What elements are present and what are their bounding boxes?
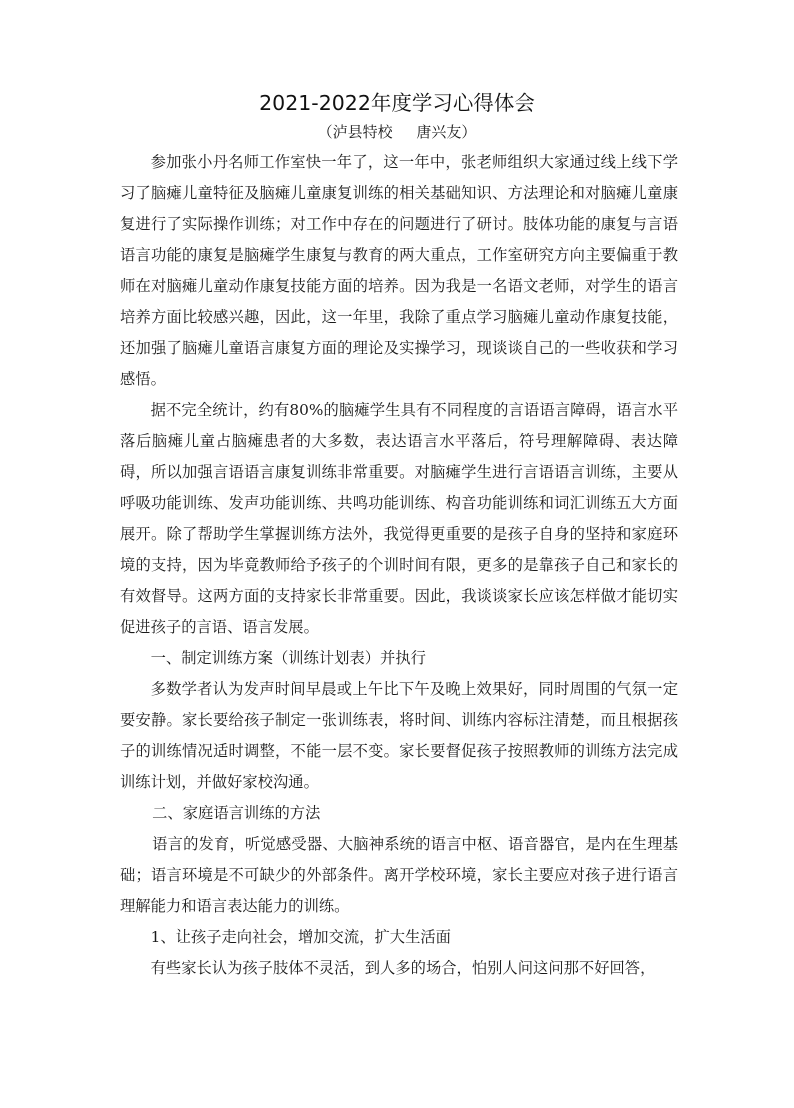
paragraph-intro: 参加张小丹名师工作室快一年了，这一年中，张老师组织大家通过线上线下学习了脑瘫儿童特征及脑瘫儿童康复训练的相关基础知识、方法理论和对脑瘫儿童康复进行了实际操作训练；对工作中存在的问题进行了研讨。肢体功能的康复与言语语言功能的康复是脑瘫学生康复与教育的两大重点，工作室研究方向主要偏重于教师在对脑瘫儿童动作康复技能方面的培养。因为我是一名语文老师，对学生的语言培养方面比较感兴趣，因此，这一年里，我除了重点学习脑瘫儿童动作康复技能，还加强了脑瘫儿童语言康复方面的理论及实操学习，现谈谈自己的一些收获和学习感悟。 xyxy=(120,153,678,388)
paragraph-society: 有些家长认为孩子肢体不灵活，到人多的场合，怕别人问这问那不好回答， xyxy=(150,959,656,977)
subsection-heading-1: 1、让孩子走向社会，增加交流，扩大生活面 xyxy=(150,928,451,946)
author-line: （泸县特校 唐兴友） xyxy=(317,123,477,141)
document-body xyxy=(120,147,678,984)
section-heading-1: 一、制定训练方案（训练计划表）并执行 xyxy=(150,649,426,667)
paragraph-statistics: 据不完全统计，约有80%的脑瘫学生具有不同程度的言语语言障碍，语言水平落后脑瘫儿童占脑瘫患者的大多数，表达语言水平落后，符号理解障碍、表达障碍，所以加强言语语言康复训练非常重要。对脑瘫学生进行言语语言训练，主要从呼吸功能训练、发声功能训练、共鸣功能训练、构音功能训练和词汇训练五大方面展开。除了帮助学生掌握训练方法外，我觉得更重要的是孩子自身的坚持和家庭环境的支持，因为毕竟教师给予孩子的个训时间有限，更多的是靠孩子自己和家长的有效督导。这两方面的支持家长非常重要。因此，我谈谈家长应该怎样做才能切实促进孩子的言语、语言发展。 xyxy=(120,401,678,636)
document-title: 2021-2022年度学习心得体会 xyxy=(259,91,535,115)
paragraph-language-basis: 语言的发育，听觉感受器、大脑神系统的语言中枢、语音器官，是内在生理基础；语言环境是不可缺少的外部条件。离开学校环境，家长主要应对孩子进行语言理解能力和语言表达能力的训练。 xyxy=(120,835,678,915)
paragraph-training-plan: 多数学者认为发声时间早晨或上午比下午及晚上效果好，同时周围的气氛一定要安静。家长要给孩子制定一张训练表，将时间、训练内容标注清楚，而且根据孩子的训练情况适时调整，不能一层不变。家长要督促孩子按照教师的训练方法完成训练计划，并做好家校沟通。 xyxy=(120,680,678,791)
section-heading-2: 二、家庭语言训练的方法 xyxy=(152,804,321,822)
